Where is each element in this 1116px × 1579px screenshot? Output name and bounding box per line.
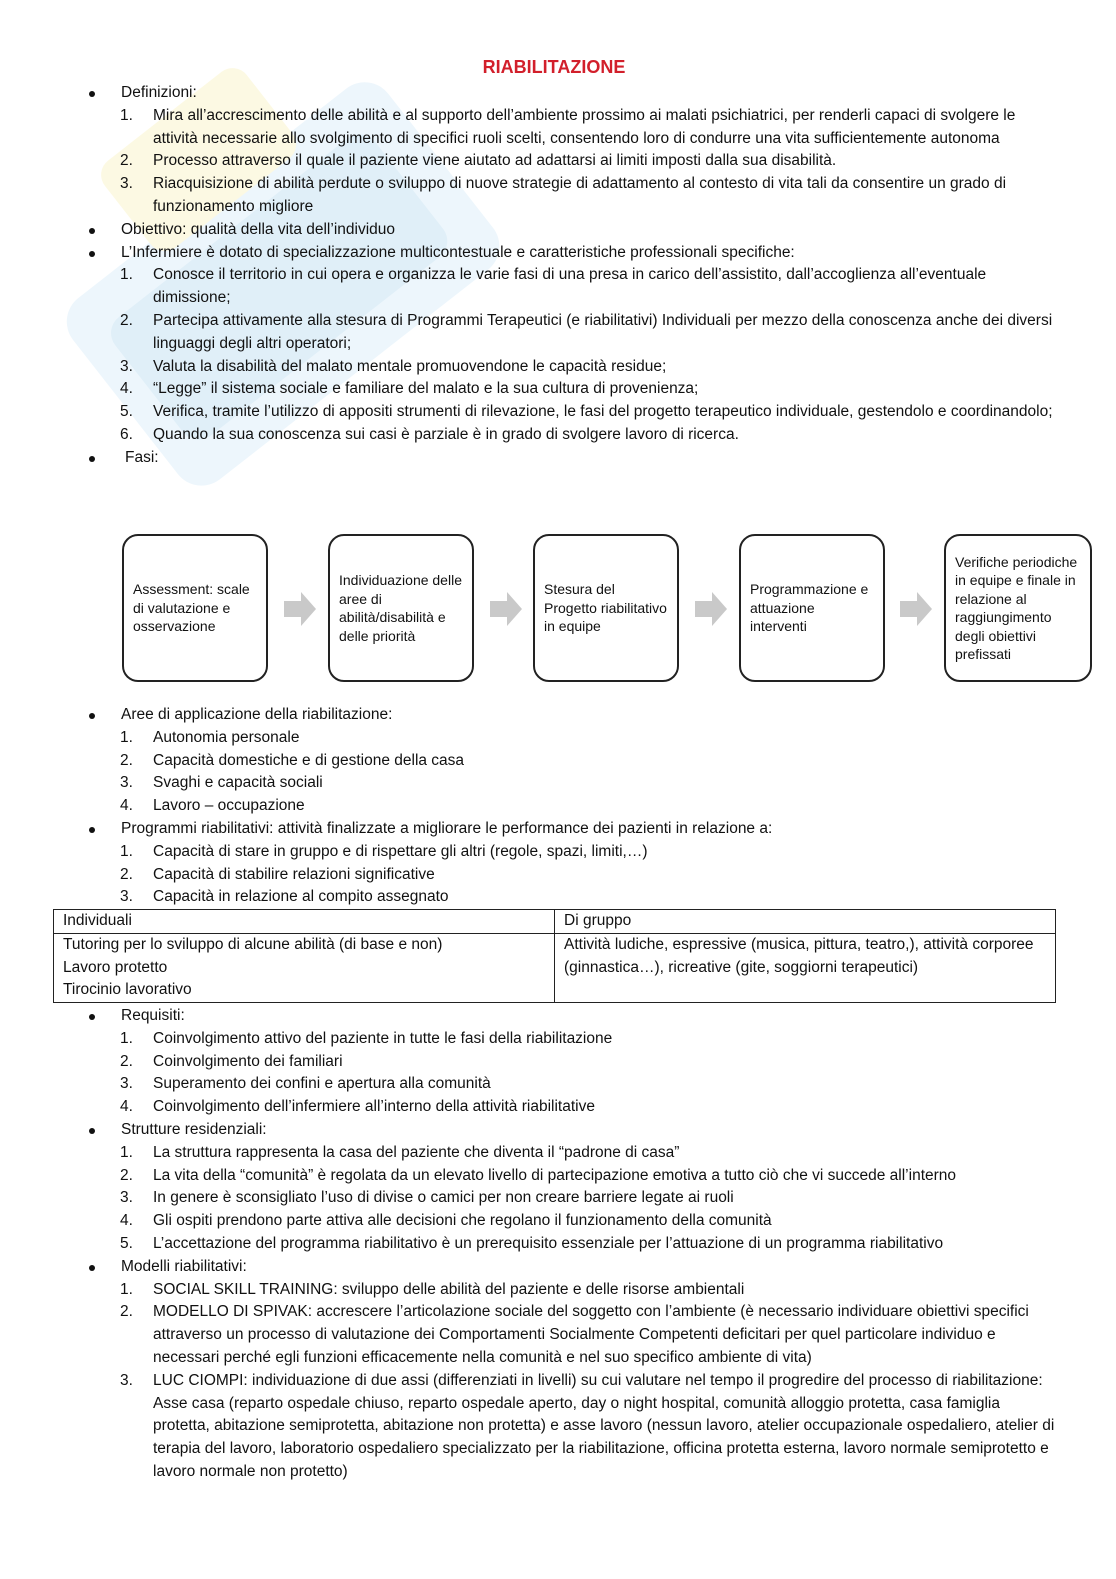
table-row [54, 933, 1056, 1002]
list-item: 1. Capacità di stare in gruppo e di rispettare gli altri (regole, spazi, limiti,…) [120, 842, 648, 860]
list-item: 2. Coinvolgimento dei familiari [120, 1052, 343, 1070]
bullet-obiettivo: Obiettivo: qualità della vita dell’individuo [0, 219, 1116, 242]
section-definizioni [0, 82, 1116, 470]
list-item: 2. La vita della “comunità” è regolata da un elevato livello di partecipazione emotiva a tutto ciò che vi succede all’interno [120, 1166, 957, 1184]
bullet-requisiti: Requisiti: [0, 1005, 1116, 1028]
list-item: 4. “Legge” il sistema sociale e familiare del malato e la sua cultura di provenienza; [120, 380, 699, 398]
table-cell-line: Lavoro protetto [63, 958, 168, 976]
list-item: 6. Quando la sua conoscenza sui casi è parziale è in grado di svolgere lavoro di ricerca. [120, 425, 739, 443]
list-item: 4. Gli ospiti prendono parte attiva alle decisioni che regolano il funzionamento della comunità [120, 1212, 772, 1230]
programmi-table [53, 909, 1056, 1003]
list-item: 1. Mira all’accrescimento delle abilità e al supporto dell’ambiente prossimo ai malati psichiatrici, per renderli capaci di svolgere le attività necessarie allo svolgimento di specifici ruoli scelti, consentendo loro di condurre una vita sufficientemente autonoma [120, 106, 1016, 147]
list-item: 3. In genere è sconsigliato l’uso di divise o camici per non creare barriere legate ai ruoli [120, 1189, 734, 1207]
bullet-strutture: Strutture residenziali: [0, 1119, 1116, 1142]
bullet-definizioni: Definizioni: [0, 82, 1116, 105]
bullet-modelli: Modelli riabilitativi: [0, 1256, 1116, 1279]
arrow-right-icon [695, 592, 727, 626]
section-aree [0, 704, 1116, 909]
flow-step-3: Stesura del Progetto riabilitativo in equipe [533, 534, 679, 682]
fasi-flow-diagram [0, 534, 1116, 686]
list-item: 1. La struttura rappresenta la casa del paziente che diventa il “padrone di casa” [120, 1143, 680, 1161]
list-item: 2. Capacità domestiche e di gestione della casa [120, 751, 465, 769]
list-item: 1. Conosce il territorio in cui opera e organizza le varie fasi di una presa in carico dell’assistito, dall’accoglienza all’eventuale dimissione; [120, 266, 987, 307]
list-item: 3. Superamento dei confini e apertura alla comunità [120, 1075, 491, 1093]
list-item: 4. Lavoro – occupazione [120, 797, 305, 815]
bullet-fasi: Fasi: [0, 447, 1116, 470]
list-item: 1. Autonomia personale [120, 728, 300, 746]
table-header-row [54, 910, 1056, 934]
flow-step-1: Assessment: scale di valutazione e osservazione [122, 534, 268, 682]
list-item: 3. Svaghi e capacità sociali [120, 774, 323, 792]
list-item: 1. Coinvolgimento attivo del paziente in tutte le fasi della riabilitazione [120, 1029, 613, 1047]
bullet-programmi: Programmi riabilitativi: attività finalizzate a migliorare le performance dei pazienti in relazione a: [0, 818, 1116, 841]
table-header-individuali: Individuali [54, 910, 555, 934]
list-item: 2. Capacità di stabilire relazioni significative [120, 865, 435, 883]
list-item: 2. Processo attraverso il quale il paziente viene aiutato ad adattarsi ai limiti imposti dalla sua disabilità. [120, 152, 837, 170]
list-item: 3. LUC CIOMPI: individuazione di due assi (differenziati in livelli) su cui valutare nel tempo il progredire del processo di riabilitazione: Asse casa (reparto ospedale chiuso, reparto ospedale aperto, day o night hospital, comunità alloggio protetta, casa famiglia protetta, abitazione semiprotetta, abitazione non protetta) e asse lavoro (nessun lavoro, atelier occupazionale ospedaliero, atelier di terapia del lavoro, laboratorio ospedaliero specializzato per la riabilitazione, officina protetta esterna, lavoro normale semiprotetto e lavoro normale non protetto) [120, 1371, 1055, 1480]
list-item: 3. Valuta la disabilità del malato mentale promuovendone le capacità residue; [120, 357, 667, 375]
list-item: 5. Verifica, tramite l’utilizzo di appositi strumenti di rilevazione, le fasi del progetto terapeutico individuale, gestendolo e coordinandolo; [120, 403, 1053, 421]
arrow-right-icon [900, 592, 932, 626]
section-requisiti [0, 1005, 1116, 1484]
page-title: RIABILITAZIONE [482, 57, 626, 77]
bullet-infermiere: L’Infermiere è dotato di specializzazione multicontestuale e caratteristiche professionali specifiche: [0, 242, 1116, 265]
flow-step-2: Individuazione delle aree di abilità/disabilità e delle priorità [328, 534, 474, 682]
table-cell-gruppo: Attività ludiche, espressive (musica, pittura, teatro,), attività corporee (ginnastica…), ricreative (gite, soggiorni terapeutici) [555, 933, 1056, 1002]
list-item: 5. L’accettazione del programma riabilitativo è un prerequisito essenziale per l’attuazione di un programma riabilitativo [120, 1234, 944, 1252]
arrow-right-icon [284, 592, 316, 626]
arrow-right-icon [490, 592, 522, 626]
flow-step-4: Programmazione e attuazione interventi [739, 534, 885, 682]
bullet-aree: Aree di applicazione della riabilitazione: [0, 704, 1116, 727]
list-item: 2. MODELLO DI SPIVAK: accrescere l’articolazione sociale del soggetto con l’ambiente (è necessario individuare obiettivi specifici attraverso un processo di valutazione dei Comportamenti Socialmente Competenti deficitari per quel particolare individuo e necessari perché egli funzioni efficacemente nella comunità e nel suo specifico ambiente di vita) [120, 1303, 1029, 1366]
list-item: 3. Riacquisizione di abilità perdute o sviluppo di nuove strategie di adattamento al contesto di vita tali da consentire un grado di funzionamento migliore [120, 175, 1007, 215]
table-cell-line: Tirocinio lavorativo [63, 981, 192, 999]
flow-step-5: Verifiche periodiche in equipe e finale in relazione al raggiungimento degli obiettivi prefissati [944, 534, 1092, 682]
table-header-gruppo: Di gruppo [555, 910, 1056, 934]
list-item: 3. Capacità in relazione al compito assegnato [120, 888, 449, 906]
table-cell-line: Tutoring per lo sviluppo di alcune abilità (di base e non) [63, 935, 443, 953]
list-item: 2. Partecipa attivamente alla stesura di Programmi Terapeutici (e riabilitativi) Individuali per mezzo della conoscenza anche dei diversi linguaggi degli altri operatori; [120, 311, 1053, 352]
table-cell-individuali [54, 933, 555, 1002]
list-item: 4. Coinvolgimento dell’infermiere all’interno della attività riabilitative [120, 1098, 595, 1116]
list-item: 1. SOCIAL SKILL TRAINING: sviluppo delle abilità del paziente e delle risorse ambientali [120, 1280, 745, 1298]
